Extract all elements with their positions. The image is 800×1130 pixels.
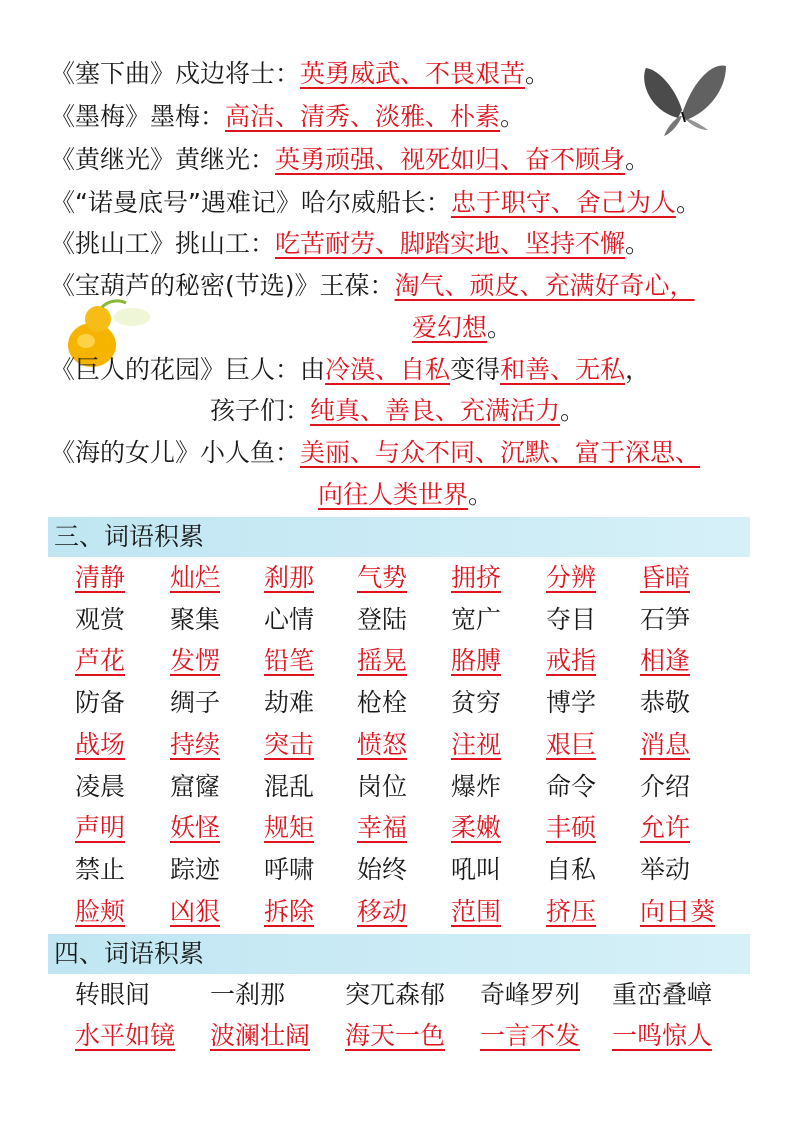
- character-traits: 美丽、与众不同、沉默、富于深思、: [300, 438, 701, 467]
- vocab-word: 芦花: [75, 646, 126, 676]
- vocab-word: 脸颊: [75, 896, 126, 926]
- word-row: [75, 558, 755, 598]
- vocab-word: 范围: [451, 896, 502, 926]
- vocab-word: 相逢: [640, 646, 691, 676]
- character-line: [50, 140, 650, 180]
- punctuation: 。: [525, 59, 551, 88]
- word-row: [75, 1016, 755, 1056]
- vocab-word: 向日葵: [640, 896, 716, 926]
- vocab-word: 海天一色: [345, 1021, 446, 1050]
- vocab-word: 登陆: [357, 604, 408, 634]
- vocab-word: 心情: [264, 604, 315, 634]
- vocab-word: 艰巨: [546, 729, 597, 759]
- character-name: 王葆：: [319, 271, 395, 300]
- vocab-word: 铅笔: [264, 646, 315, 676]
- punctuation: 。: [468, 480, 494, 509]
- character-name: 孩子们：: [210, 396, 311, 425]
- punctuation: 。: [625, 145, 651, 174]
- vocab-word: 昏暗: [640, 563, 691, 592]
- character-line: [50, 183, 701, 223]
- vocab-word: 防备: [75, 688, 126, 718]
- vocab-word: 灿烂: [170, 563, 221, 592]
- vocab-word: 丰硕: [546, 813, 597, 843]
- connector-text: 由: [300, 355, 326, 384]
- vocab-word: 柔嫩: [451, 813, 502, 843]
- vocab-word: 博学: [546, 688, 597, 718]
- vocab-word: 幸福: [357, 813, 408, 843]
- book-title: 《海的女儿》: [50, 438, 201, 467]
- vocab-word: 声明: [75, 813, 126, 843]
- word-row: [75, 725, 755, 765]
- character-name: 挑山工：: [175, 229, 276, 258]
- vocab-word: 奇峰罗列: [480, 980, 581, 1009]
- section-header: 四、词语积累: [48, 934, 750, 974]
- character-traits: 和善、无私: [500, 355, 626, 384]
- character-traits: 高洁、清秀、淡雅、朴素: [225, 102, 501, 131]
- vocab-word: 刹那: [264, 563, 315, 592]
- vocab-word: 允许: [640, 813, 691, 843]
- vocab-word: 石笋: [640, 604, 691, 634]
- vocab-word: 摇晃: [357, 646, 408, 676]
- vocab-word: 分辨: [546, 563, 597, 592]
- book-title: 《塞下曲》: [50, 59, 176, 88]
- vocab-word: 战场: [75, 729, 126, 759]
- vocab-word: 命令: [546, 771, 597, 801]
- vocab-word: 拥挤: [451, 563, 502, 592]
- vocab-word: 发愣: [170, 646, 221, 676]
- vocab-word: 突兀森郁: [345, 980, 446, 1009]
- vocab-word: 凌晨: [75, 771, 126, 801]
- vocab-word: 水平如镜: [75, 1021, 176, 1050]
- vocab-word: 夺目: [546, 604, 597, 634]
- word-row: [75, 683, 755, 723]
- character-line: [50, 266, 695, 306]
- character-traits: 淘气、顽皮、充满好奇心，: [394, 271, 695, 300]
- book-title: 《黄继光》: [50, 145, 176, 174]
- vocab-word: 始终: [357, 854, 408, 884]
- character-name: 戍边将士：: [175, 59, 301, 88]
- vocab-word: 观赏: [75, 604, 126, 634]
- vocab-word: 岗位: [357, 771, 408, 801]
- character-name: 哈尔威船长：: [300, 188, 451, 217]
- vocab-word: 聚集: [170, 604, 221, 634]
- character-line-continuation: [412, 308, 512, 348]
- vocab-word: 爆炸: [451, 771, 502, 801]
- vocab-word: 介绍: [640, 771, 691, 801]
- vocab-word: 禁止: [75, 854, 126, 884]
- vocab-word: 一言不发: [480, 1021, 581, 1050]
- vocab-word: 一刹那: [210, 980, 286, 1009]
- connector-text: 变得: [450, 355, 501, 384]
- vocab-word: 移动: [357, 896, 408, 926]
- punctuation: 。: [625, 229, 651, 258]
- vocab-word: 妖怪: [170, 813, 221, 843]
- character-line-continuation: [318, 475, 493, 515]
- character-name: 黄继光：: [175, 145, 276, 174]
- word-row: [75, 641, 755, 681]
- vocab-word: 劫难: [264, 688, 315, 718]
- vocab-word: 呼啸: [264, 854, 315, 884]
- character-name: 墨梅：: [150, 102, 226, 131]
- vocab-word: 持续: [170, 729, 221, 759]
- vocab-word: 消息: [640, 729, 691, 759]
- vocab-word: 清静: [75, 563, 126, 592]
- character-traits: 忠于职守、舍己为人: [450, 188, 676, 217]
- character-traits: 英勇威武、不畏艰苦: [300, 59, 526, 88]
- vocab-word: 波澜壮阔: [210, 1021, 311, 1050]
- book-title: 《墨梅》: [50, 102, 151, 131]
- vocab-word: 重峦叠嶂: [612, 980, 713, 1009]
- word-row: [75, 600, 755, 640]
- vocab-word: 一鸣惊人: [612, 1021, 713, 1050]
- vocab-word: 挤压: [546, 896, 597, 926]
- character-line: [210, 391, 585, 431]
- word-row: [75, 892, 755, 932]
- vocab-word: 戒指: [546, 646, 597, 676]
- vocab-word: 突击: [264, 729, 315, 759]
- vocab-word: 凶狠: [170, 896, 221, 926]
- character-name: 小人鱼：: [200, 438, 301, 467]
- vocab-word: 举动: [640, 854, 691, 884]
- book-title: 《挑山工》: [50, 229, 176, 258]
- vocab-word: 窟窿: [170, 771, 221, 801]
- book-title: 《宝葫芦的秘密(节选)》: [50, 271, 320, 300]
- vocab-word: 愤怒: [357, 729, 408, 759]
- character-traits: 纯真、善良、充满活力: [310, 396, 561, 425]
- book-title: 《“诺曼底号”遇难记》: [50, 188, 301, 217]
- vocab-word: 注视: [451, 729, 502, 759]
- vocab-word: 恭敬: [640, 688, 691, 718]
- character-traits: 英勇顽强、视死如归、奋不顾身: [275, 145, 626, 174]
- character-traits: 吃苦耐劳、脚踏实地、坚持不懈: [275, 229, 626, 258]
- vocab-word: 胳膊: [451, 646, 502, 676]
- section-header: 三、词语积累: [48, 517, 750, 557]
- vocab-word: 气势: [357, 563, 408, 592]
- character-traits: 冷漠、自私: [325, 355, 451, 384]
- vocab-word: 踪迹: [170, 854, 221, 884]
- word-row: [75, 808, 755, 848]
- vocab-word: 规矩: [264, 813, 315, 843]
- vocab-word: 拆除: [264, 896, 315, 926]
- punctuation: 。: [560, 396, 586, 425]
- character-traits: 爱幻想: [412, 313, 488, 342]
- character-line: [50, 224, 650, 264]
- character-line: [50, 97, 525, 137]
- word-row: [75, 850, 755, 890]
- vocab-word: 混乱: [264, 771, 315, 801]
- word-row: [75, 975, 755, 1015]
- character-line: [50, 433, 700, 473]
- vocab-word: 贫穷: [451, 688, 502, 718]
- character-line: [50, 54, 550, 94]
- book-title: 《巨人的花园》: [50, 355, 226, 384]
- punctuation: ，: [625, 355, 651, 384]
- vocab-word: 自私: [546, 854, 597, 884]
- character-traits: 向往人类世界: [318, 480, 469, 509]
- word-row: [75, 767, 755, 807]
- character-line: [50, 350, 650, 390]
- vocab-word: 转眼间: [75, 980, 151, 1009]
- punctuation: 。: [500, 102, 526, 131]
- vocab-word: 吼叫: [451, 854, 502, 884]
- vocab-word: 宽广: [451, 604, 502, 634]
- butterfly-illustration: [638, 60, 728, 140]
- vocab-word: 绸子: [170, 688, 221, 718]
- punctuation: 。: [487, 313, 513, 342]
- vocab-word: 枪栓: [357, 688, 408, 718]
- character-name: 巨人：: [225, 355, 301, 384]
- punctuation: 。: [675, 188, 701, 217]
